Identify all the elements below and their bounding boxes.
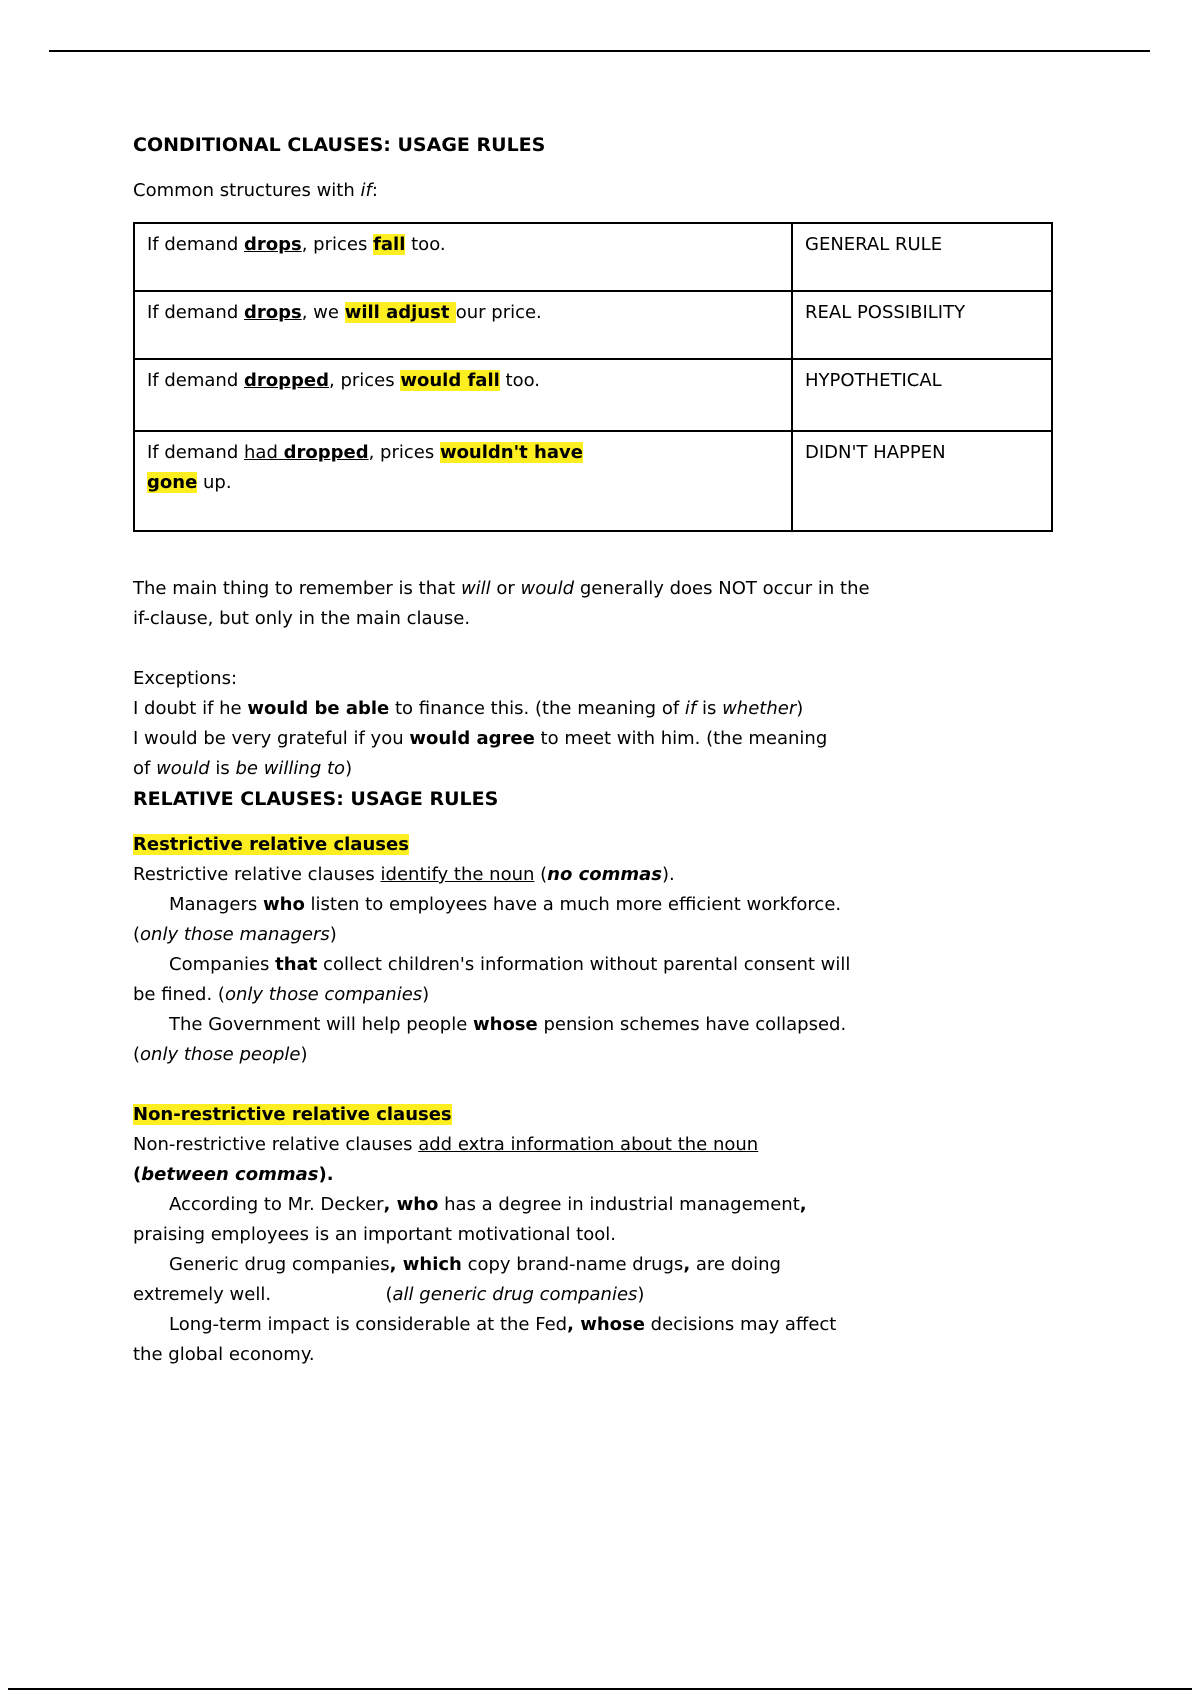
table-row [134,359,1052,431]
text-run: if [360,180,372,201]
text-run: up. [197,472,232,493]
restrictive-heading-text: Restrictive relative clauses [133,834,409,855]
text-run: praising employees is an important motivational tool. [133,1224,616,1245]
text-run: collect children's information without parental consent will [317,954,851,975]
nonrestrictive-example [133,1190,1083,1250]
text-run: identify the noun [380,864,535,885]
text-run: , which [389,1254,462,1275]
text-run: I doubt if he [133,698,248,719]
text-run: ( [133,1164,142,1185]
text-run: will [460,578,491,599]
conditional-intro [133,176,1083,206]
text-run: If demand [147,234,244,255]
table-row [134,223,1052,291]
table-row [134,291,1052,359]
text-run: generally does NOT occur in the [574,578,870,599]
text-run: only those managers [140,924,330,945]
text-run: are doing [690,1254,781,1275]
table-cell-label: GENERAL RULE [792,223,1052,291]
table-cell-example [134,223,792,291]
text-run: drops [244,302,302,323]
text-run: , prices [301,234,374,255]
nonrestrictive-intro [133,1130,1083,1190]
text-run: would fall [400,370,500,391]
text-run: whose [473,1014,538,1035]
text-run: The Government will help people [169,1014,473,1035]
text-run: would agree [409,728,535,749]
conditional-structures-table [133,222,1053,532]
text-run: ). [318,1164,334,1185]
text-run: , prices [329,370,401,391]
text-run: Restrictive relative clauses [133,864,381,885]
text-run: would [520,578,575,599]
text-run: drops [244,234,302,255]
table-cell-example [134,431,792,531]
text-run: dropped [244,370,329,391]
text-run: Managers [169,894,263,915]
text-run: the global economy. [133,1344,315,1365]
text-run: has a degree in industrial management [438,1194,800,1215]
text-run: , we [301,302,345,323]
text-run: decisions may affect [644,1314,837,1335]
text-run: whether [722,698,797,719]
text-run: Companies [169,954,276,975]
text-run: if [684,698,697,719]
text-run: add extra information about the noun [418,1134,759,1155]
restrictive-example [133,1010,1083,1070]
text-run: fall [373,234,406,255]
text-run: is [209,758,236,779]
text-run: pension schemes have collapsed. [537,1014,847,1035]
text-run: is [696,698,723,719]
text-run: wouldn't have [439,442,583,463]
text-run: , prices [368,442,440,463]
text-run: would [156,758,210,779]
text-run: ( [534,864,548,885]
text-run: , [799,1194,807,1215]
text-run: The main thing to remember is that [133,578,461,599]
text-run: ) [329,924,337,945]
text-run: ) [637,1284,645,1305]
text-run: that [275,954,318,975]
conditional-note [133,574,1083,634]
text-run: , who [383,1194,439,1215]
text-run: or [490,578,521,599]
table-cell-example [134,291,792,359]
text-run: ) [422,984,430,1005]
text-run: will adjust [344,302,456,323]
text-run: ( [133,924,141,945]
text-run: If demand [147,370,244,391]
restrictive-example [133,890,1083,950]
text-run: ) [300,1044,308,1065]
text-run: had [244,442,284,463]
text-run: be fined. ( [133,984,225,1005]
nonrestrictive-heading-text: Non-restrictive relative clauses [133,1104,452,1125]
table-cell-label: REAL POSSIBILITY [792,291,1052,359]
text-run: our price. [455,302,542,323]
conditional-exceptions [133,664,1083,784]
text-run: no commas [547,864,663,885]
text-run: of [133,758,157,779]
restrictive-heading [133,830,1083,860]
text-run: copy brand-name drugs [461,1254,684,1275]
text-run: Exceptions: [133,668,238,689]
text-run: too. [405,234,446,255]
text-run: : [371,180,378,201]
table-cell-example [134,359,792,431]
text-run: If demand [147,302,244,323]
text-run: ) [345,758,353,779]
text-run: who [263,894,305,915]
text-run: I would be very grateful if you [133,728,410,749]
relative-clauses-title: RELATIVE CLAUSES: USAGE RULES [133,788,499,810]
text-run: listen to employees have a much more efficient workforce. [304,894,842,915]
text-run: ). [662,864,675,885]
nonrestrictive-example [133,1250,1083,1310]
text-run: only those companies [224,984,423,1005]
restrictive-intro [133,860,1083,890]
text-run: ( [133,1044,141,1065]
text-run: be willing to [235,758,346,779]
text-run: Long-term impact is considerable at the Fed [169,1314,568,1335]
text-run: to finance this. (the meaning of [389,698,685,719]
bottom-rule [8,1688,1192,1690]
text-run: would be able [247,698,390,719]
text-run: Generic drug companies [169,1254,390,1275]
text-run: to meet with him. (the meaning [534,728,828,749]
text-run: extremely well. ( [133,1284,393,1305]
text-run: too. [499,370,541,391]
text-run: , whose [567,1314,645,1335]
text-run: Common structures with [133,180,361,201]
text-run: if-clause, but only in the main clause. [133,608,471,629]
text-run: between commas [141,1164,319,1185]
top-rule [49,50,1150,52]
text-run: ) [796,698,804,719]
text-run: gone [147,472,198,493]
conditional-clauses-title: CONDITIONAL CLAUSES: USAGE RULES [133,134,546,156]
text-run: Non-restrictive relative clauses [133,1134,419,1155]
table-row [134,431,1052,531]
text-run: According to Mr. Decker [169,1194,384,1215]
document-content [133,130,1083,1370]
text-run: If demand [147,442,244,463]
text-run: , [683,1254,691,1275]
text-run: all generic drug companies [392,1284,638,1305]
text-run: only those people [140,1044,301,1065]
table-cell-label: DIDN'T HAPPEN [792,431,1052,531]
text-run: dropped [283,442,369,463]
restrictive-example [133,950,1083,1010]
nonrestrictive-heading [133,1100,1083,1130]
table-cell-label: HYPOTHETICAL [792,359,1052,431]
nonrestrictive-example [133,1310,1083,1370]
